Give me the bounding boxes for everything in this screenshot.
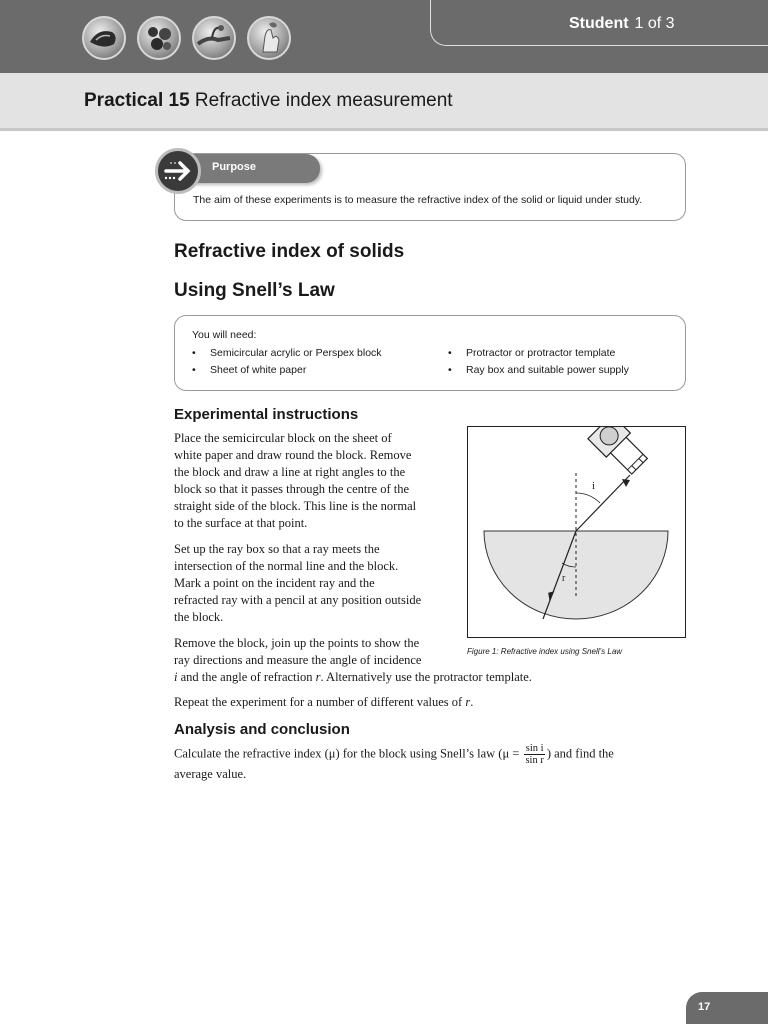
fraction-denominator: sin r [525, 755, 544, 766]
text-line: Mark a point on the incident ray and the [174, 576, 375, 590]
page-title [84, 90, 453, 112]
instructions-heading: Experimental instructions [174, 406, 359, 423]
page-number: 17 [698, 1001, 711, 1013]
snells-law-fraction [524, 743, 544, 766]
role-label: Student [569, 15, 629, 32]
list-item: • Protractor or protractor template [448, 347, 616, 359]
list-item-label: Ray box and suitable power supply [466, 364, 629, 376]
text-line: block so that it passes through the centre of the [174, 482, 410, 496]
text-span: . Alternatively use the protractor template. [320, 670, 532, 684]
text-line: straight side of the block. This line is the normal [174, 499, 417, 513]
page-indicator [569, 15, 675, 33]
text-line: to the surface at that point. [174, 516, 308, 530]
purpose-text: The aim of these experiments is to measure the refractive index of the solid or liquid under study. [193, 194, 643, 206]
equipment-intro: You will need: [192, 329, 257, 341]
incident-ray [576, 475, 630, 531]
text-line: intersection of the normal line and the block. [174, 559, 399, 573]
symbol-r: r [465, 695, 471, 709]
page-number-tab [686, 992, 768, 1024]
figure-snells-law [467, 426, 686, 638]
analysis-paragraph [174, 743, 614, 783]
text-line: Remove the block, join up the points to show the [174, 636, 420, 650]
flowers-icon [137, 16, 181, 60]
list-item: • Sheet of white paper [192, 364, 307, 376]
list-item: • Ray box and suitable power supply [448, 364, 629, 376]
section-heading: Refractive index of solids [174, 241, 405, 262]
text-span: ) and find the [546, 746, 614, 761]
purpose-label: Purpose [212, 161, 257, 173]
list-item-label: Protractor or protractor template [466, 347, 616, 359]
label-i: i [592, 480, 596, 492]
list-item-label: Sheet of white paper [210, 364, 307, 376]
paragraph-1 [174, 430, 416, 532]
hands-icon [82, 16, 126, 60]
title-bar [0, 73, 768, 131]
label-r: r [562, 573, 566, 584]
text-line: white paper and draw round the block. Remove [174, 448, 412, 462]
practical-label: Practical 15 [84, 90, 190, 111]
text-line: the block. [174, 610, 224, 624]
hands-plant-icon [192, 16, 236, 60]
text-span: and the angle of refraction [177, 670, 316, 684]
paragraph-2 [174, 541, 421, 626]
subsection-heading: Using Snell’s Law [174, 280, 335, 301]
paragraph-3 [174, 635, 532, 686]
practical-title: Refractive index measurement [194, 90, 453, 111]
text-line [174, 743, 614, 766]
text-span: Calculate the refractive index (μ) for the block using Snell’s law (μ = [174, 746, 523, 761]
list-item: • Semicircular acrylic or Perspex block [192, 347, 382, 359]
text-line: average value. [174, 767, 247, 781]
snells-law-diagram [468, 427, 685, 637]
symbol-i: i [174, 670, 178, 684]
fraction-numerator: sin i [525, 743, 544, 754]
angle-i-arc [576, 493, 600, 503]
text-span: . [470, 695, 474, 709]
analysis-heading: Analysis and conclusion [174, 721, 350, 738]
hand-leaf-icon [247, 16, 291, 60]
ray-box [588, 427, 652, 478]
text-span: Repeat the experiment for a number of different values of [174, 695, 466, 709]
paragraph-4 [174, 694, 473, 711]
text-line: Place the semicircular block on the sheet of [174, 431, 392, 445]
text-line: the block and draw a line at right angles to the [174, 465, 406, 479]
symbol-r: r [315, 670, 321, 684]
text-line [174, 669, 532, 686]
arrow-icon [155, 148, 201, 194]
figure-caption: Figure 1: Refractive index using Snell’s Law [467, 647, 623, 656]
text-line: refracted ray with a pencil at any position outside [174, 593, 422, 607]
page-count: 1 of 3 [634, 15, 675, 32]
text-line: ray directions and measure the angle of incidence [174, 653, 422, 667]
text-line: Set up the ray box so that a ray meets the [174, 542, 380, 556]
incident-arrow [622, 479, 630, 487]
list-item-label: Semicircular acrylic or Perspex block [210, 347, 382, 359]
